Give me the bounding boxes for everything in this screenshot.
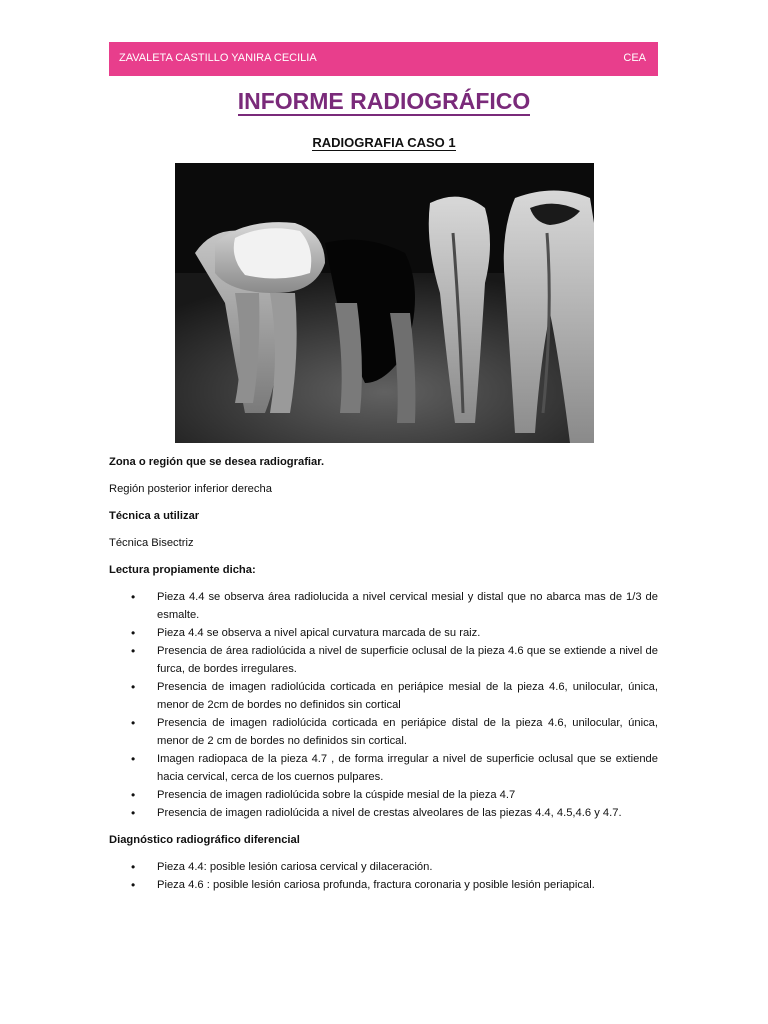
zona-text: Región posterior inferior derecha (109, 483, 272, 495)
tecnica-text: Técnica Bisectriz (109, 537, 194, 549)
report-title (0, 88, 768, 115)
list-item: • Presencia de imagen radiolúcida sobre la cúspide mesial de la pieza 4.7 (109, 786, 658, 804)
author-name: ZAVALETA CASTILLO YANIRA CECILIA (119, 52, 317, 64)
list-item: • Pieza 4.4 se observa a nivel apical curvatura marcada de su raiz. (109, 624, 658, 642)
list-item: • Pieza 4.4 se observa área radiolucida a nivel cervical mesial y distal que no abarca mas de 1/3 de esmalte. (109, 588, 658, 624)
report-title-text: INFORME RADIOGRÁFICO (237, 88, 531, 114)
dental-radiograph (175, 163, 594, 443)
lectura-list (109, 588, 658, 822)
diagnostico-list (109, 858, 658, 894)
lectura-heading: Lectura propiamente dicha: (109, 564, 256, 576)
zona-heading: Zona o región que se desea radiografiar. (109, 456, 325, 468)
list-item: • Imagen radiopaca de la pieza 4.7 , de forma irregular a nivel de superficie oclusal que se extiende hacia cervical, cerca de los cuernos pulpares. (109, 750, 658, 786)
list-item: • Presencia de área radiolúcida a nivel de superficie oclusal de la pieza 4.6 que se extiende a nivel de furca, de bordes irregulares. (109, 642, 658, 678)
case-subtitle (0, 135, 768, 150)
case-subtitle-text: RADIOGRAFIA CASO 1 (312, 135, 456, 150)
header-code: CEA (623, 52, 646, 64)
tecnica-heading: Técnica a utilizar (109, 510, 200, 522)
list-item: • Pieza 4.6 : posible lesión cariosa profunda, fractura coronaria y posible lesión periapical. (109, 876, 658, 894)
diagnostico-heading: Diagnóstico radiográfico diferencial (109, 834, 300, 846)
header-bar (109, 42, 658, 76)
list-item: • Presencia de imagen radiolúcida a nivel de crestas alveolares de las piezas 4.4, 4.5,4.6 y 4.7. (109, 804, 658, 822)
list-item: • Presencia de imagen radiolúcida corticada en periápice mesial de la pieza 4.6, unilocular, única, menor de 2cm de bordes no definidos sin cortical (109, 678, 658, 714)
list-item: • Pieza 4.4: posible lesión cariosa cervical y dilaceración. (109, 858, 658, 876)
list-item: • Presencia de imagen radiolúcida corticada en periápice distal de la pieza 4.6, unilocular, única, menor de 2 cm de bordes no definidos sin cortical. (109, 714, 658, 750)
report-body (109, 453, 658, 903)
